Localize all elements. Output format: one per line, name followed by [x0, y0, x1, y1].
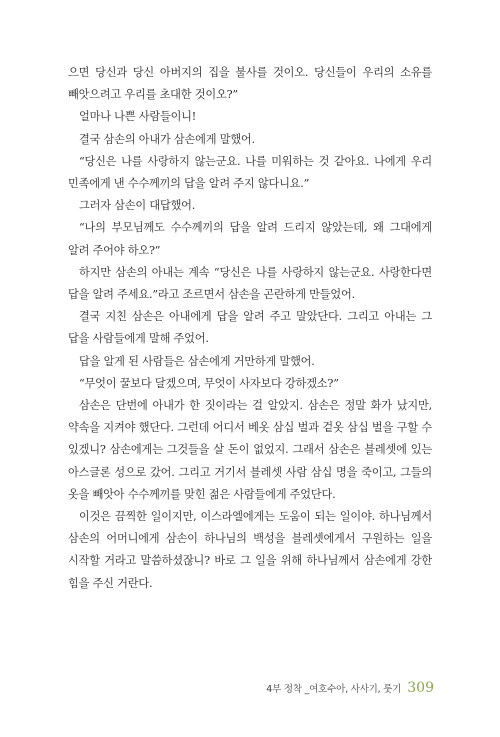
paragraph-1: 으면 당신과 당신 아버지의 집을 불사를 것이오. 당신들이 우리의 소유를 빼앗으려고 우리를 초대한 것이오?”: [68, 66, 432, 102]
paragraph-7: 하지만 삼손의 아내는 계속 “당신은 나를 사랑하지 않는군요. 사랑한다면 답을 알려 주세요.”라고 조르면서 삼손을 곤란하게 만들었어.: [68, 265, 432, 302]
paragraph-5: 그러자 삼손이 대답했어.: [79, 199, 196, 213]
paragraph-3: 결국 삼손의 아내가 삼손에게 말했어.: [79, 132, 255, 146]
paragraph-11: 삼손은 단번에 아내가 한 짓이라는 걸 알았지. 삼손은 정말 화가 났지만, 약속을 지켜야 했단다. 그런데 어디서 베옷 삼십 벌과 겉옷 삼십 벌을 구할 수 있겠니? 삼손에게는 그것들을 살 돈이 없었지. 그래서 삼손은 블레셋에 있는 아스글론 성으로 갔어. 그리고 거기서 블레셋 사람 삼십 명을 죽이고, 그들의 옷을 빼앗아 수수께끼를 맞힌 젊은 사람들에게 주었단다.: [68, 399, 432, 501]
paragraph-2: 얼마나 나쁜 사람들이니!: [79, 110, 197, 124]
body-text: [68, 62, 432, 595]
running-head: 4부 정착 _여호수아, 사사기, 룻기: [266, 684, 402, 695]
paragraph-6: “나의 부모님께도 수수께끼의 답을 알려 드리지 않았는데, 왜 그대에게 알려 주어야 하오?”: [68, 221, 432, 257]
paragraph-12: 이것은 끔찍한 일이지만, 이스라엘에게는 도움이 되는 일이야. 하나님께서 삼손의 어머니에게 삼손이 하나님의 백성을 블레셋에게서 구원하는 일을 시작할 거라고 말씀하셨잖니? 바로 그 일을 위해 하나님께서 삼손에게 강한 힘을 주신 거란다.: [68, 510, 432, 590]
paragraph-4: “당신은 나를 사랑하지 않는군요. 나를 미워하는 것 같아요. 나에게 우리 민족에게 낸 수수께끼의 답을 알려 주지 않다니요.”: [68, 154, 432, 191]
paragraph-10: “무엇이 꿀보다 달겠으며, 무엇이 사자보다 강하겠소?”: [79, 376, 339, 390]
paragraph-8: 결국 지친 삼손은 아내에게 답을 알려 주고 말았단다. 그리고 아내는 그 답을 사람들에게 말해 주었어.: [68, 310, 432, 346]
page-number: 309: [407, 680, 434, 696]
paragraph-9: 답을 알게 된 사람들은 삼손에게 거만하게 말했어.: [79, 354, 315, 368]
page-footer: [266, 680, 434, 696]
